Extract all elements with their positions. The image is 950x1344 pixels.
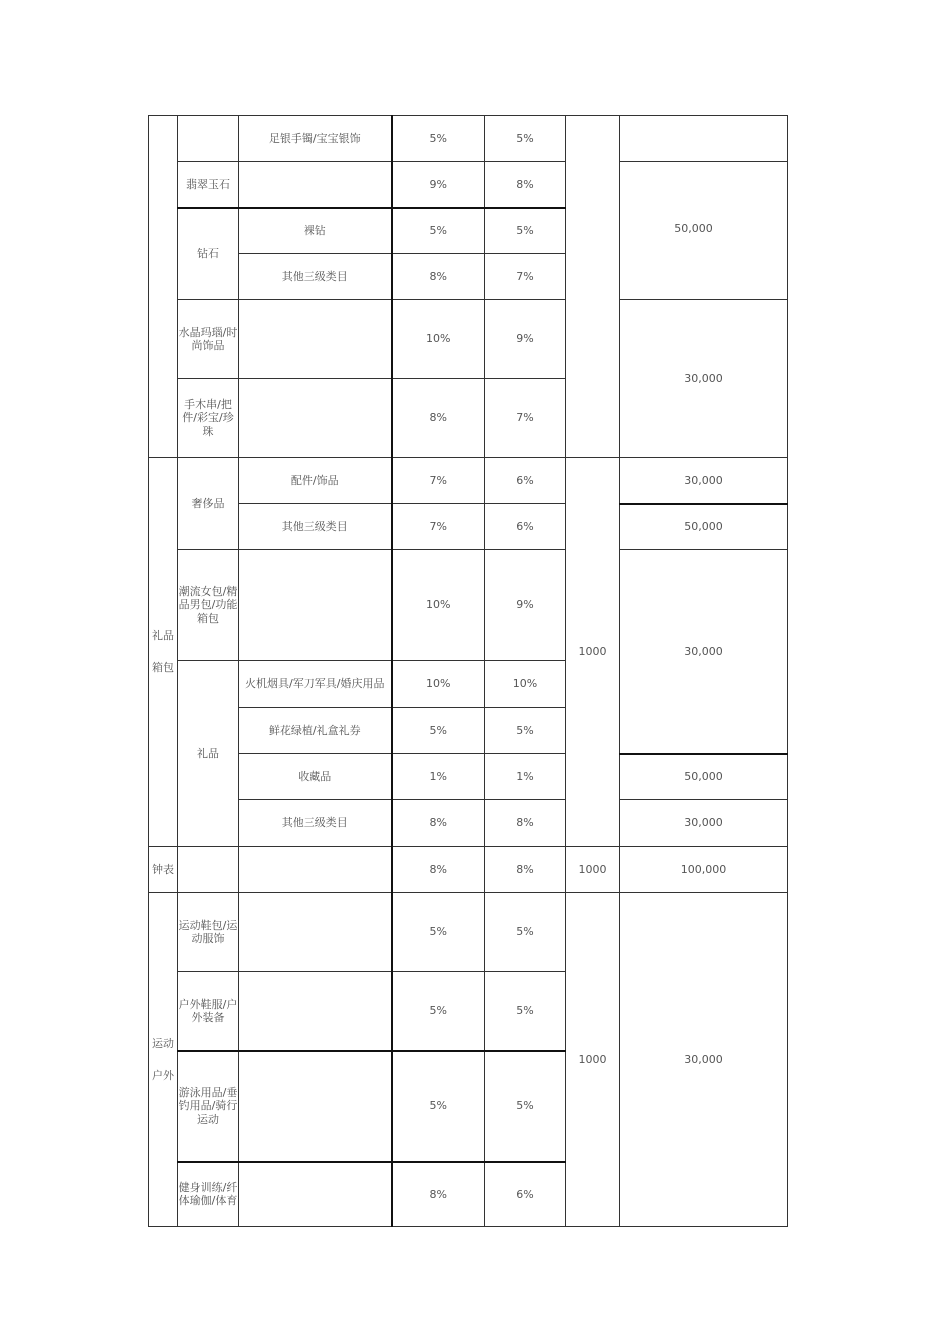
category2-cell-empty: [178, 847, 239, 893]
subcategory-cell-empty: [239, 847, 392, 893]
category2-cell: 游泳用品/垂钓用品/骑行运动: [178, 1051, 239, 1162]
rate1-cell: 5%: [392, 208, 485, 254]
rate2-cell: 5%: [485, 1051, 566, 1162]
subcategory-cell: 足银手镯/宝宝银饰: [239, 116, 392, 162]
subcategory-cell: 鲜花绿植/礼盒礼券: [239, 708, 392, 754]
amount-cell: 30,000: [620, 800, 788, 847]
table-row: [149, 893, 788, 972]
category2-cell: 礼品: [178, 661, 239, 847]
rate2-cell: 5%: [485, 708, 566, 754]
rate1-cell: 1%: [392, 754, 485, 800]
table-row: [149, 162, 788, 208]
rate2-cell: 5%: [485, 972, 566, 1051]
rate2-cell: 9%: [485, 300, 566, 379]
rate1-cell: 8%: [392, 379, 485, 458]
subcategory-cell-empty: [239, 379, 392, 458]
rate1-cell: 8%: [392, 847, 485, 893]
amount-cell: 50,000: [620, 162, 788, 300]
table-row: [149, 300, 788, 379]
deposit-cell: 1000: [566, 893, 620, 1227]
category2-cell: 潮流女包/精品男包/功能箱包: [178, 550, 239, 661]
category1-cell: [149, 893, 178, 1227]
rate1-cell: 10%: [392, 550, 485, 661]
rate1-cell: 9%: [392, 162, 485, 208]
rate1-cell: 8%: [392, 1162, 485, 1227]
rate2-cell: 1%: [485, 754, 566, 800]
rate1-cell: 5%: [392, 116, 485, 162]
amount-cell: 30,000: [620, 458, 788, 504]
rate-table: [148, 115, 788, 1227]
rate2-cell: 7%: [485, 379, 566, 458]
category1-cell: [149, 458, 178, 847]
rate2-cell: 6%: [485, 1162, 566, 1227]
rate1-cell: 5%: [392, 708, 485, 754]
subcategory-cell-empty: [239, 300, 392, 379]
category2-cell: 奢侈品: [178, 458, 239, 550]
category-cell-empty: [149, 116, 178, 458]
rate1-cell: 10%: [392, 661, 485, 708]
amount-cell: 30,000: [620, 300, 788, 458]
subcategory-cell-empty: [239, 1162, 392, 1227]
amount-cell-empty: [620, 116, 788, 162]
subcategory-cell-empty: [239, 893, 392, 972]
rate1-cell: 8%: [392, 254, 485, 300]
rate2-cell: 7%: [485, 254, 566, 300]
rate2-cell: 5%: [485, 116, 566, 162]
subcategory-cell: 收藏品: [239, 754, 392, 800]
rate2-cell: 8%: [485, 800, 566, 847]
subcategory-cell-empty: [239, 162, 392, 208]
subcategory-cell: 其他三级类目: [239, 800, 392, 847]
subcategory-cell-empty: [239, 972, 392, 1051]
rate2-cell: 5%: [485, 208, 566, 254]
rate1-cell: 5%: [392, 1051, 485, 1162]
amount-cell: 100,000: [620, 847, 788, 893]
subcategory-cell-empty: [239, 1051, 392, 1162]
category2-cell: 水晶玛瑙/时尚饰品: [178, 300, 239, 379]
subcategory-cell: 火机烟具/军刀军具/婚庆用品: [239, 661, 392, 708]
category1-label: 运动户外: [152, 1036, 174, 1082]
subcategory-cell: 其他三级类目: [239, 254, 392, 300]
subcategory-cell-empty: [239, 550, 392, 661]
rate2-cell: 8%: [485, 847, 566, 893]
subcategory-cell: 配件/饰品: [239, 458, 392, 504]
deposit-cell: 1000: [566, 847, 620, 893]
category2-cell-empty: [178, 116, 239, 162]
category2-cell: 翡翠玉石: [178, 162, 239, 208]
deposit-cell: 1000: [566, 458, 620, 847]
table-row: [149, 504, 788, 550]
amount-cell: 50,000: [620, 504, 788, 550]
amount-cell: 30,000: [620, 550, 788, 754]
rate1-cell: 7%: [392, 504, 485, 550]
rate2-cell: 6%: [485, 504, 566, 550]
category2-cell: 钻石: [178, 208, 239, 300]
rate1-cell: 5%: [392, 972, 485, 1051]
rate1-cell: 8%: [392, 800, 485, 847]
deposit-cell-empty: [566, 116, 620, 458]
subcategory-cell: 裸钻: [239, 208, 392, 254]
rate1-cell: 10%: [392, 300, 485, 379]
rate2-cell: 9%: [485, 550, 566, 661]
rate1-cell: 5%: [392, 893, 485, 972]
category1-label: 礼品箱包: [152, 629, 174, 674]
subcategory-cell: 其他三级类目: [239, 504, 392, 550]
table-row: [149, 847, 788, 893]
rate2-cell: 5%: [485, 893, 566, 972]
category2-cell: 健身训练/纤体瑜伽/体育: [178, 1162, 239, 1227]
rate1-cell: 7%: [392, 458, 485, 504]
rate2-cell: 10%: [485, 661, 566, 708]
amount-cell: 50,000: [620, 754, 788, 800]
rate2-cell: 8%: [485, 162, 566, 208]
table-row: [149, 458, 788, 504]
table-row: [149, 800, 788, 847]
table-row: [149, 116, 788, 162]
table-row: [149, 754, 788, 800]
category2-cell: 户外鞋服/户外装备: [178, 972, 239, 1051]
table-row: [149, 550, 788, 661]
rate2-cell: 6%: [485, 458, 566, 504]
category2-cell: 手木串/把件/彩宝/珍珠: [178, 379, 239, 458]
category2-cell: 运动鞋包/运动服饰: [178, 893, 239, 972]
amount-cell: 30,000: [620, 893, 788, 1227]
category1-cell: 钟表: [149, 847, 178, 893]
